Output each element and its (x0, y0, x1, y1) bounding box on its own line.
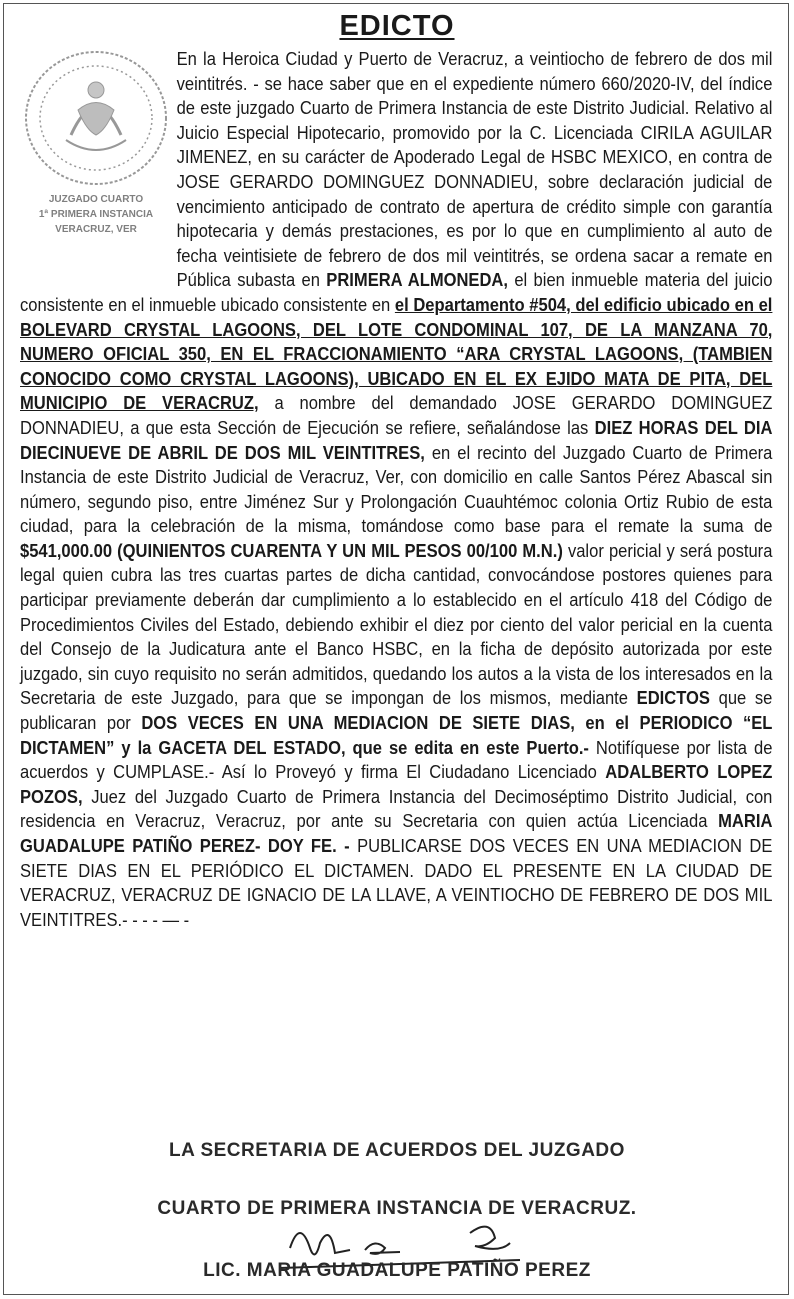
auction-date: DIEZ HORAS DEL DIA DIECINUEVE DE ABRIL DE DOS MIL VEINTITRES, (20, 416, 773, 463)
secretary-name: MARIA GUADALUPE PATIÑO PEREZ- DOY FE. - (20, 810, 773, 856)
seal-line-2: 1ª PRIMERA INSTANCIA (38, 209, 154, 220)
auction-phase: PRIMERA ALMONEDA, (326, 269, 508, 291)
signature-title: LA SECRETARIA DE ACUERDOS DEL JUZGADO (169, 1140, 625, 1161)
body-text-1: En la Heroica Ciudad y Puerto de Veracruz, a veintiocho de febrero de dos mil veintitrés. - se hace saber que en el expediente número 660/2020-IV, del índice de este juzgado Cuarto de Primera Instancia de este Distrito Judicial. Relativo al Juicio Especial Hipotecario, promovido por la C. Licenciada CIRILA AGUILAR JIMENEZ, en su carácter de Apoderado Legal de HSBC MEXICO, en contra de JOSE GERARDO DOMINGUEZ DONNADIEU, sobre declaración judicial de vencimiento anticipado de contrato de apertura de crédito simple con garantía hipotecaria y demás prestaciones, es por lo que en cumplimiento al auto de fecha veintisiete de febrero de dos mil veintitrés, se ordena sacar a remate en Pública subasta en (176, 48, 773, 291)
body-text-3: a nombre del demandado JOSE GERARDO DOMINGUEZ DONNADIEU, a que esta Sección de Ejecución se refiere, señalándose las (20, 392, 773, 438)
edicts-label: EDICTOS (636, 687, 710, 709)
signature-court: CUARTO DE PRIMERA INSTANCIA DE VERACRUZ. (157, 1198, 637, 1219)
body-text-5: valor pericial y será postura legal quien cubra las tres cuartas partes de dicha cantidad, convocándose postores quienes para participar previamente deberán dar cumplimiento a lo establecido en el artículo 418 del Código de Procedimientos Civiles del Estado, debiendo exhibir el diez por ciento del valor pericial en la cuenta del Consejo de la Judicatura ante el Banco HSBC, en la ficha de depósito autorizada por este juzgado, sin cuyo requisito no serán admitidos, quedando los autos a la vista de los interesados en la Secretaria de este Juzgado, para que se impongan de los mismos, mediante (20, 539, 773, 709)
auction-amount: $541,000.00 (QUINIENTOS CUARENTA Y UN MIL PESOS 00/100 M.N.) (20, 539, 563, 561)
body-text-4: en el recinto del Juzgado Cuarto de Primera Instancia de este Distrito Judicial de Veracruz, Ver, con domicilio en calle Santos Pérez Abascal sin número, segundo piso, entre Jiménez Sur y Prolongación Cuauhtémoc colonia Ortiz Rubio de esta ciudad, para la celebración de la misma, tomándose como base para el remate la suma de (20, 441, 773, 537)
body-text-7: Notifíquese por lista de acuerdos y CUMPLASE.- Así lo Proveyó y firma El Ciudadano Licenciado (20, 736, 773, 783)
publication-terms: DOS VECES EN UNA MEDIACION DE SIETE DIAS, en el PERIODICO “EL DICTAMEN” y la GACETA DEL ESTADO, que se edita en este Puerto.- (20, 712, 773, 758)
body-text-2: el bien inmueble materia del juicio consistente en el inmueble ubicado consistente en (20, 269, 773, 315)
page-title: EDICTO (339, 10, 455, 42)
signature-name: LIC. MARIA GUADALUPE PATIÑO PEREZ (203, 1260, 591, 1281)
edict-body (20, 47, 772, 932)
seal-line-1: JUZGADO CUARTO (48, 194, 144, 205)
judge-name: ADALBERTO LOPEZ POZOS, (20, 761, 773, 807)
seal-spacer (20, 47, 177, 269)
seal-line-3: VERACRUZ, VER (55, 224, 137, 235)
body-text-8: Juez del Juzgado Cuarto de Primera Instancia del Decimoséptimo Distrito Judicial, con residencia en Veracruz, Veracruz, por ante su Secretaria con quien actúa Licenciada (20, 785, 773, 832)
body-text-9: PUBLICARSE DOS VECES EN UNA MEDIACION DE SIETE DIAS EN EL PERIÓDICO EL DICTAMEN. DADO EL PRESENTE EN LA CIUDAD DE VERACRUZ, VERACRUZ DE IGNACIO DE LA LLAVE, A VEINTIOCHO DE FEBRERO DE DOS MIL VEINTITRES.- - - - — - (20, 835, 773, 930)
property-description: el Departamento #504, del edificio ubicado en el BOLEVARD CRYSTAL LAGOONS, DEL LOTE CONDOMINAL 107, DE LA MANZANA 70, NUMERO OFICIAL 350, EN EL FRACCIONAMIENTO “ARA CRYSTAL LAGOONS, (TAMBIEN CONOCIDO COMO CRYSTAL LAGOONS), UBICADO EN EL EX EJIDO MATA DE PITA, DEL MUNICIPIO DE VERACRUZ, (20, 293, 773, 414)
body-text-6: que se publicaran por (20, 687, 773, 734)
